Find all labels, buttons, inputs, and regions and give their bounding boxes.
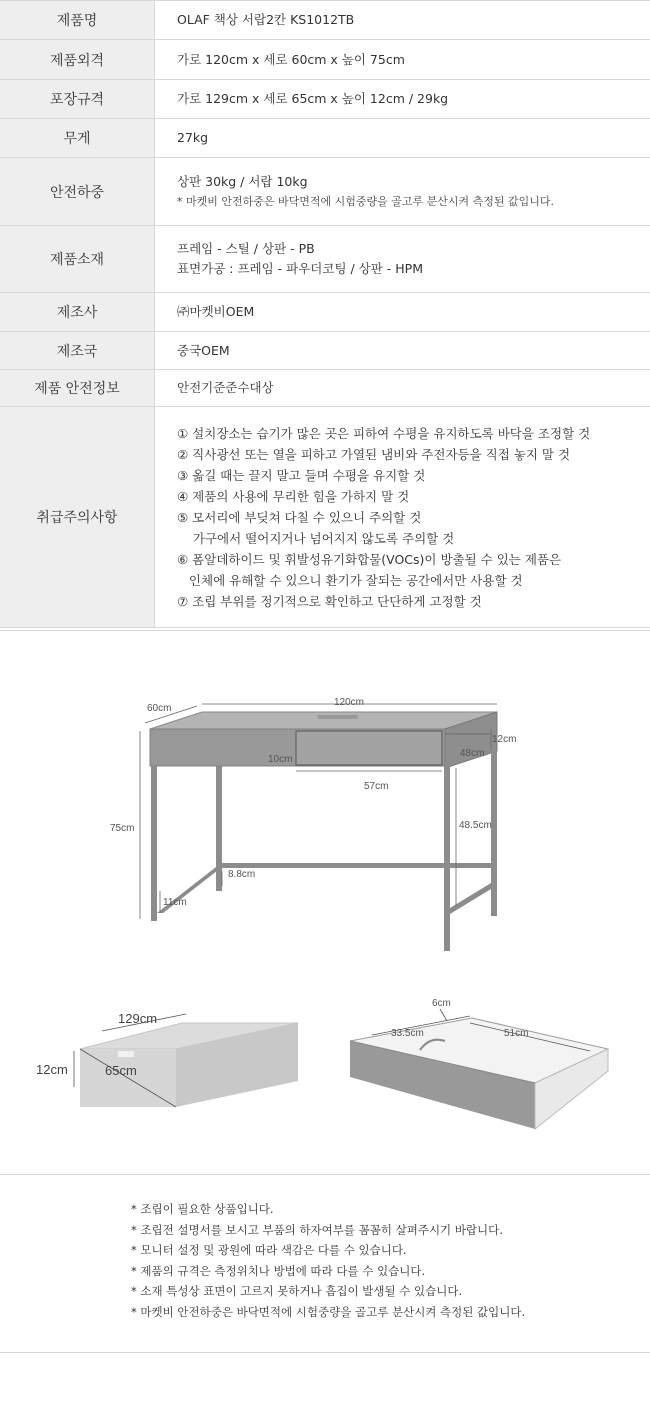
- dim-height: 75cm: [110, 823, 135, 834]
- dim-drawer-height: 12cm: [492, 734, 517, 745]
- spec-row-load: [0, 158, 650, 226]
- note-line: * 조립전 설명서를 보시고 부품의 하자여부를 꼼꼼히 살펴주시기 바랍니다.: [131, 1222, 503, 1237]
- dim-box-depth: 65cm: [105, 1063, 137, 1078]
- spec-value-line: 중국OEM: [177, 342, 230, 358]
- dim-leg-clearance: 48.5cm: [459, 820, 492, 831]
- spec-value: [155, 332, 650, 369]
- dim-depth: 60cm: [147, 703, 172, 714]
- spec-value-line: 27kg: [177, 130, 209, 145]
- caution-line: ① 설치장소는 습기가 많은 곳은 피하여 수평을 유지하도록 바닥을 조정할 것: [177, 425, 591, 441]
- dim-box-height: 12cm: [36, 1062, 68, 1077]
- caution-line: ③ 옮길 때는 끌지 말고 들며 수평을 유지할 것: [177, 467, 426, 483]
- spec-label: 제품외격: [0, 40, 155, 79]
- dim-drawer-inner-depth: 33.5cm: [391, 1028, 424, 1039]
- spec-row-material: [0, 226, 650, 293]
- dimension-drawing: [0, 631, 650, 1176]
- note-line: * 제품의 규격은 측정위치나 방법에 따라 다를 수 있습니다.: [131, 1263, 426, 1278]
- spec-value-line: 상판 30kg / 서랍 10kg: [177, 173, 308, 189]
- caution-line: ② 직사광선 또는 열을 피하고 가열된 냄비와 주전자등을 직접 놓지 말 것: [177, 446, 571, 462]
- spec-value: [155, 370, 650, 406]
- spec-label: 안전하중: [0, 158, 155, 225]
- spec-label: 제품 안전정보: [0, 370, 155, 406]
- spec-table: [0, 0, 650, 628]
- spec-row-name: [0, 1, 650, 40]
- spec-value: [155, 80, 650, 118]
- spec-row-size: [0, 40, 650, 80]
- dim-box-length: 129cm: [118, 1011, 158, 1026]
- spec-label: 제품명: [0, 1, 155, 39]
- spec-label: 포장규격: [0, 80, 155, 118]
- spec-row-safety: [0, 370, 650, 407]
- caution-line: 인체에 유해할 수 있으니 환기가 잘되는 공간에서만 사용할 것: [177, 572, 523, 588]
- note-line: * 조립이 필요한 상품입니다.: [131, 1202, 274, 1216]
- dimension-figure: [0, 630, 650, 1175]
- spec-label: 제조사: [0, 293, 155, 331]
- spec-value-line: 가로 129cm x 세로 65cm x 높이 12cm / 29kg: [177, 91, 449, 106]
- dim-width: 120cm: [334, 697, 365, 708]
- spec-value: [155, 40, 650, 79]
- package-box-illustration: [74, 1014, 298, 1107]
- dim-drawer-top: 6cm: [432, 998, 451, 1009]
- note-line: * 마켓비 안전하중은 바닥면적에 시험중량을 골고루 분산시켜 측정된 값입니다.: [131, 1304, 526, 1319]
- spec-row-weight: [0, 119, 650, 158]
- spec-value: [155, 119, 650, 157]
- spec-label: 제조국: [0, 332, 155, 369]
- spec-row-country: [0, 332, 650, 370]
- dim-drawer-depth: 48cm: [460, 748, 485, 759]
- spec-row-caution: [0, 407, 650, 628]
- spec-value-line: 가로 120cm x 세로 60cm x 높이 75cm: [177, 51, 405, 67]
- spec-value: [155, 407, 650, 627]
- spec-value-line: OLAF 책상 서랍2칸 KS1012TB: [177, 12, 355, 27]
- spec-row-maker: [0, 293, 650, 332]
- note-line: * 소재 특성상 표면이 고르지 못하거나 흠집이 발생될 수 있습니다.: [131, 1284, 463, 1298]
- spec-value-line: 표면가공 : 프레임 - 파우더코팅 / 상판 - HPM: [177, 261, 424, 276]
- caution-line: 가구에서 떨어지거나 넘어지지 않도록 주의할 것: [177, 530, 455, 546]
- spec-label: 제품소재: [0, 226, 155, 292]
- desk-illustration: [150, 712, 497, 951]
- spec-row-package: [0, 80, 650, 119]
- spec-value: [155, 1, 650, 39]
- note-line: * 모니터 설정 및 광원에 따라 색감은 다를 수 있습니다.: [131, 1243, 407, 1257]
- dim-foot-height: 11cm: [163, 897, 187, 908]
- spec-value: [155, 293, 650, 331]
- dim-drawer-inner-width: 51cm: [504, 1028, 529, 1039]
- caution-line: ⑥ 폼알데하이드 및 휘발성유기화합물(VOCs)이 방출될 수 있는 제품은: [177, 551, 562, 567]
- dim-drawer-width: 57cm: [364, 781, 389, 792]
- dim-drawer-inner-height: 10cm: [268, 754, 293, 765]
- drawer-illustration: [350, 1009, 608, 1129]
- spec-value: [155, 226, 650, 292]
- spec-value: [155, 158, 650, 225]
- caution-line: ⑤ 모서리에 부딪쳐 다칠 수 있으니 주의할 것: [177, 509, 422, 525]
- caution-line: ⑦ 조립 부위를 정기적으로 확인하고 단단하게 고정할 것: [177, 593, 482, 609]
- spec-value-line: ㈜마켓비OEM: [177, 304, 255, 319]
- spec-value-line: 안전기준준수대상: [177, 380, 274, 395]
- spec-label: 무게: [0, 119, 155, 157]
- dim-bar-height: 8.8cm: [228, 869, 256, 880]
- spec-note: * 마켓비 안전하중은 바닥면적에 시험중량을 골고루 분산시켜 측정된 값입니다.: [177, 194, 554, 208]
- spec-value-line: 프레임 - 스틸 / 상판 - PB: [177, 241, 315, 256]
- notes-section: [0, 1175, 650, 1353]
- spec-label: 취급주의사항: [0, 407, 155, 627]
- caution-line: ④ 제품의 사용에 무리한 힘을 가하지 말 것: [177, 488, 410, 504]
